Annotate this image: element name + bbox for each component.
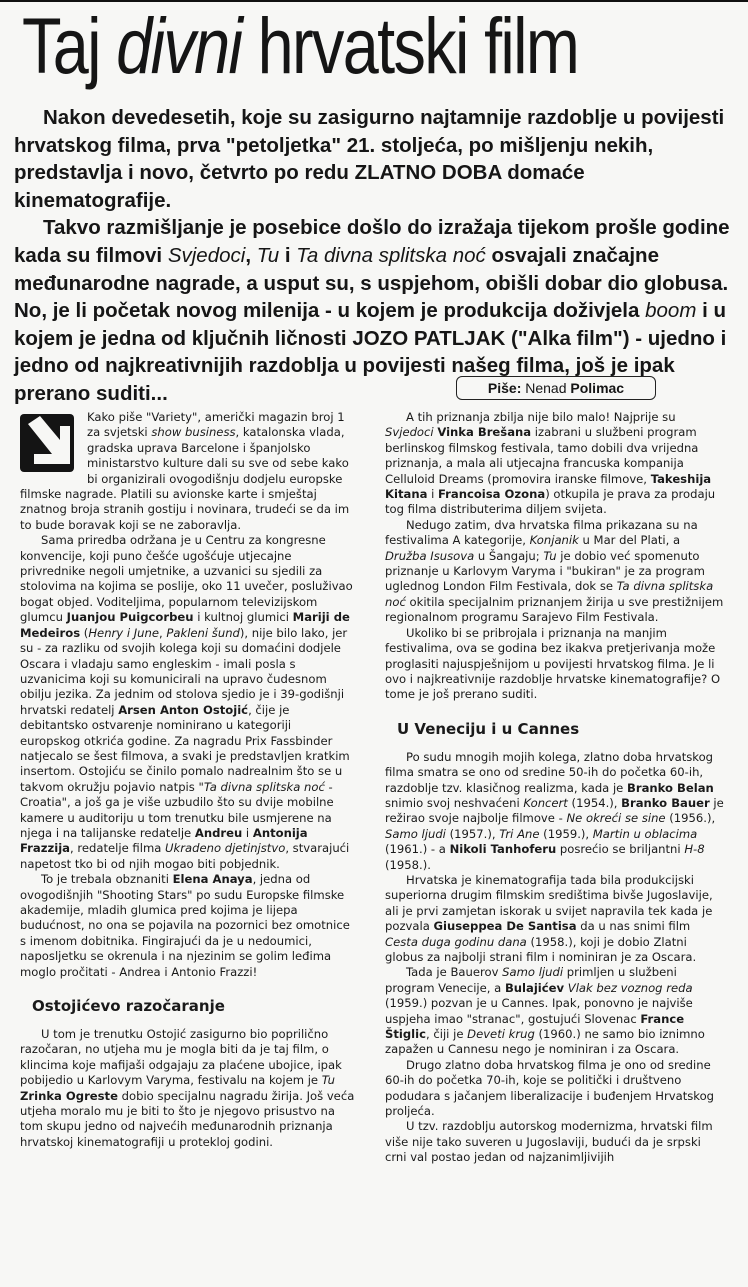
lead-italic: boom — [645, 299, 697, 323]
lead-text: i u kojem je jedna od ključnih ličnosti JOZO PATLJAK ("Alka film") - ujedno i jedno od najkreativnijih razdoblja u povijesti našeg filma, još je ipak prerano suditi... — [14, 299, 727, 405]
author-byline — [456, 376, 656, 400]
body-text: , čiji je — [426, 1027, 468, 1042]
paragraph — [385, 1119, 725, 1165]
person-name: Juanjou Puigcorbeu — [66, 610, 194, 625]
body-text: Drugo zlatno doba hrvatskog filma je ono od sredine 60-ih do početka 70-ih, koje se politički i društveno podudara s jačanjem liberalizacije i buđenjem Hrvatskog proljeća. — [385, 1057, 715, 1119]
film-title: Svjedoci — [167, 243, 246, 267]
body-text: (1954.), — [567, 795, 622, 810]
italic-title: Deveti krug — [467, 1027, 535, 1042]
person-name: Elena Anaya — [172, 872, 253, 887]
person-name: Mariji de Medeiros — [20, 610, 350, 640]
section-heading: U Veneciju i u Cannes — [397, 719, 580, 738]
paragraph — [385, 965, 725, 1057]
title-part-1: Taj — [22, 1, 117, 90]
paragraph — [20, 872, 355, 980]
italic-title: Ukradeno djetinjstvo — [165, 841, 286, 856]
body-text: Kako piše "Variety", američki magazin broj 1 za svjetski — [87, 410, 345, 440]
paragraph — [385, 626, 725, 703]
body-text: u Šangaju; — [474, 548, 544, 563]
italic-title: Ta divna splitska noć — [203, 779, 325, 794]
italic-title: H-8 — [684, 842, 705, 857]
italic-title: Pakleni šund — [166, 625, 240, 640]
body-text: izabrani u službeni program berlinskog filmskog festivala, tamo dobili dva vrijedna priznanja, a mala ali utjecajna francuska kompanija Celluloid Dreams (promovira iranske filmove, — [385, 425, 699, 486]
person-name: Antonija Frazzija — [20, 825, 308, 856]
italic-title: Vlak bez voznog reda — [567, 980, 693, 995]
body-text: U tzv. razdoblju autorskog modernizma, hrvatski film više nije tako suveren u Jugoslaviji, budući da je srpski crni val postao jedan od najzanimljivijih — [385, 1119, 713, 1165]
lead-text: osvajali značajne međunarodne nagrade, a usput su, s uspjehom, obišli dobar dio globusa. No, je li početak novog milenija - u kojem je produkcija doživjela — [14, 243, 729, 323]
author-first-name: Nenad — [521, 380, 571, 396]
article-lead — [14, 104, 734, 408]
body-text: (1957.), — [445, 826, 500, 841]
body-text: (1959.) pozvan je u Cannes. Ipak, ponovno je najviše uspjeha imao "stranac", gostujući Slovenac — [385, 996, 693, 1026]
body-text: Ukoliko bi se pribrojala i priznanja na manjim festivalima, ova se godina bez ikakva pretjerivanja može proglasiti najuspješnijom u povijesti hrvatskog filma. Je li ovo i najkreativnije razdoblje hrvatske kinematografije? O tome je još prerano suditi. — [385, 625, 721, 702]
person-name: Zrinka Ogreste — [20, 1088, 118, 1103]
left-column — [20, 410, 355, 1150]
body-text: , — [159, 625, 167, 640]
body-text: i — [242, 825, 253, 840]
italic-title: Konjanik — [529, 533, 579, 548]
person-name: Giuseppea De Santisa — [433, 919, 577, 934]
person-name: Takeshija Kitana — [385, 471, 712, 502]
lead-text: , — [245, 243, 257, 267]
body-text: posrećio se briljantni — [556, 842, 685, 857]
body-text: je dobio već spomenuto priznanje u Karlovym Varyma i "bukiran" je za program uglednog London Film Festivala, dok se — [385, 548, 705, 594]
body-text: snimio svoj neshvaćeni — [385, 795, 524, 810]
body-text: , jedna od ovogodišnjih "Shooting Stars" po sudu Europske filmske akademije, mladih glumica pred kojima je lijepa budućnost, no ona se pojavila na pozornici bez omotnice s imenom dobitnika. Fingirajući da je u nedoumici, naposljetku se okrenula i na njezinim se golim leđima moglo pročitati - Andrea i Antonio Frazzi! — [20, 872, 350, 979]
arrow-down-right-icon — [20, 414, 74, 472]
body-text: A tih priznanja zbilja nije bilo malo! Najprije su — [406, 410, 676, 424]
italic-title: Martin u oblacima — [592, 826, 698, 841]
title-part-2: hrvatski film — [241, 1, 579, 90]
body-text: Po sudu mnogih mojih kolega, zlatno doba hrvatskog filma smatra se ono od sredine 50-ih do početka 60-ih, razdoblje tzv. klasičnog realizma, kada je — [385, 749, 714, 795]
title-italic-word: divni — [116, 1, 242, 90]
person-name: Francoisa Ozona — [438, 487, 546, 502]
article-title — [22, 0, 578, 96]
italic-title: Svjedoci — [385, 425, 434, 440]
body-text: Tada je Bauerov — [406, 965, 503, 980]
italic-title: Koncert — [523, 795, 568, 810]
italic-title: Cesta duga godinu dana — [385, 934, 527, 949]
body-text: ), nije bilo lako, jer su - za razliku od svojih kolega koji su domaćini dodjele Oscara i vladaju samo engleskim - imali posla s uzvanicima koji su komunicirali na upravo čudesnom obilju jezika. Za jednim od stolova sjedio je i 39-godišnji hrvatski redatelj — [20, 625, 348, 717]
paragraph — [385, 750, 725, 873]
italic-title: Ta divna splitska noć — [385, 579, 714, 609]
italic-title: Tu — [543, 548, 557, 563]
lead-text: domaće kinematografije. — [14, 161, 585, 212]
italic-title: Tu — [321, 1073, 336, 1088]
person-name: Arsen Anton Ostojić — [118, 702, 249, 717]
body-text: i kultnoj glumici — [193, 610, 293, 625]
film-title: Tu — [256, 243, 280, 267]
person-name: Bulajićev — [504, 980, 565, 995]
person-name: Nikoli Tanhoferu — [449, 842, 557, 857]
body-text: da u nas snimi film — [576, 919, 691, 934]
paragraph — [385, 410, 725, 518]
body-text: Hrvatska je kinematografija tada bila produkcijski superiorna drugim filmskim središtima bivše Jugoslavije, ali je prvi zamjetan iskorak u svijet napravila tek kada je pozvala — [385, 872, 713, 934]
body-text: je režirao svoje najbolje filmove - — [385, 795, 724, 826]
paragraph — [385, 1058, 725, 1120]
italic-title: Ne okreći se sine — [566, 811, 666, 826]
body-text: ) otkupila je prava za prodaju tog filma distributerima diljem svijeta. — [385, 487, 716, 517]
body-text: u Mar del Plati, a — [578, 533, 681, 548]
person-name: Branko Belan — [627, 780, 714, 795]
body-text: To je trebala obznaniti — [41, 872, 173, 887]
body-text: dobio specijalnu nagradu žirija. Još veća utjeha moralo mu je biti to što je njegovo prisustvo na tom skupu jedno od najvećih međunarodnih priznanja hrvatskoj kinematografiji u protekloj godini. — [20, 1088, 355, 1149]
body-text: - Croatia", a još ga je više uzbudilo što su dvije mobilne kamere u auditoriju u tom trenutku bile usmjerene na njega i na talijanske redatelje — [20, 779, 334, 840]
person-name: Andreu — [194, 825, 243, 840]
body-text: , katalonska vlada, gradska uprava Barcelone i španjolsko ministarstvo kulture dali su sve od sebe kako bi organizirali ovogodišnju dodjelu europske filmske nagrade. Platili su avionske karte i smještaj znatnog broja stranih gostiju i novinara, trudeći se da im to bude boravak koji se ne zaboravlja. — [20, 425, 350, 532]
body-text: Nedugo zatim, dva hrvatska filma prikazana su na festivalima A kategorije, — [385, 517, 698, 548]
lead-text: i — [279, 243, 297, 267]
author-last-name: Polimac — [570, 380, 625, 396]
paragraph — [20, 533, 355, 872]
body-text: , čije je debitantsko ostvarenje nominirano u kategoriji europskog otkrića godine. Za nagradu Prix Fassbinder natjecalo se šest filmova, a svaki je predstavljen kratkim insertom. Ostojiću se činilo pomalo nadrealnim što se u takvom okružju pojavio natpis " — [20, 702, 350, 794]
body-text: primljen u službeni program Venecije, a — [385, 965, 677, 995]
body-text: (1956.), — [665, 811, 716, 826]
body-text: (1958.), koji je dobio Zlatni globus za najbolji strani film i nominiran je za Oscara. — [385, 934, 697, 964]
byline-label: Piše: — [487, 380, 522, 396]
italic-title: Samo ljudi — [385, 826, 446, 841]
person-name: France Štiglic — [385, 1011, 685, 1042]
right-column — [385, 410, 725, 1166]
body-text: Sama priredba održana je u Centru za kongresne konvencije, koji puno češće ugošćuje utjecajne privrednike negoli umjetnike, a uzvanici su sjedili za stolovima na kojima se poslije, oko 11 uvečer, posluživao bogat objed. Voditeljima, popularnom televizijskom glumcu — [20, 533, 353, 625]
lead-paragraph-1 — [14, 104, 734, 214]
italic-title: Družba Isusova — [385, 548, 475, 563]
lead-text: Takvo razmišljanje je posebice došlo do izražaja tijekom prošle godine kada su filmovi — [14, 216, 730, 267]
body-text: (1961.) - a — [385, 842, 450, 857]
body-text: (1959.), — [539, 826, 593, 841]
section-heading: Ostojićevo razočaranje — [32, 997, 225, 1016]
body-text: , stvarajući napetost tko bi od njih mogao biti pobjednik. — [20, 841, 350, 871]
lead-text: Nakon devedesetih, koje su zasigurno najtamnije razdoblje u povijesti hrvatskog filma, prva "petoljetka" 21. stoljeća, po mišljenju nekih, predstavlja i novo, četvrto po redu — [14, 106, 725, 185]
body-text: ( — [80, 625, 89, 640]
paragraph — [385, 873, 725, 965]
italic-title: Tri Ane — [499, 826, 540, 841]
paragraph — [20, 1027, 355, 1150]
person-name: Vinka Brešana — [437, 425, 532, 440]
italic-title: Henry i June — [88, 625, 160, 640]
paragraph — [385, 518, 725, 626]
body-text: U tom je trenutku Ostojić zasigurno bio poprilično razočaran, no utjeha mu je mogla biti da je taj film, o klincima koje mafijaši odgajaju za plaćene ubojice, ipak pobijedio u Karlovym Varyma, festivalu na kojem je — [20, 1027, 342, 1088]
body-text: (1960.) ne samo bio iznimno zapažen u Cannesu nego je nominiran i za Oscara. — [385, 1027, 705, 1057]
italic-title: Samo ljudi — [502, 965, 564, 980]
paragraph — [20, 410, 355, 533]
film-title: Ta divna splitska noć — [296, 243, 486, 267]
body-text: , redatelje filma — [70, 841, 166, 856]
body-text: (1958.). — [385, 857, 431, 872]
person-name: Branko Bauer — [621, 795, 710, 810]
italic-title: show business — [151, 425, 236, 440]
body-text: i — [427, 487, 438, 502]
lead-emphasis: ZLATNO DOBA — [354, 161, 502, 185]
body-text: okitila specijalnim priznanjem žirija u sve prestižnijem regionalnom programu Sarajevo Film Festivala. — [385, 594, 724, 625]
